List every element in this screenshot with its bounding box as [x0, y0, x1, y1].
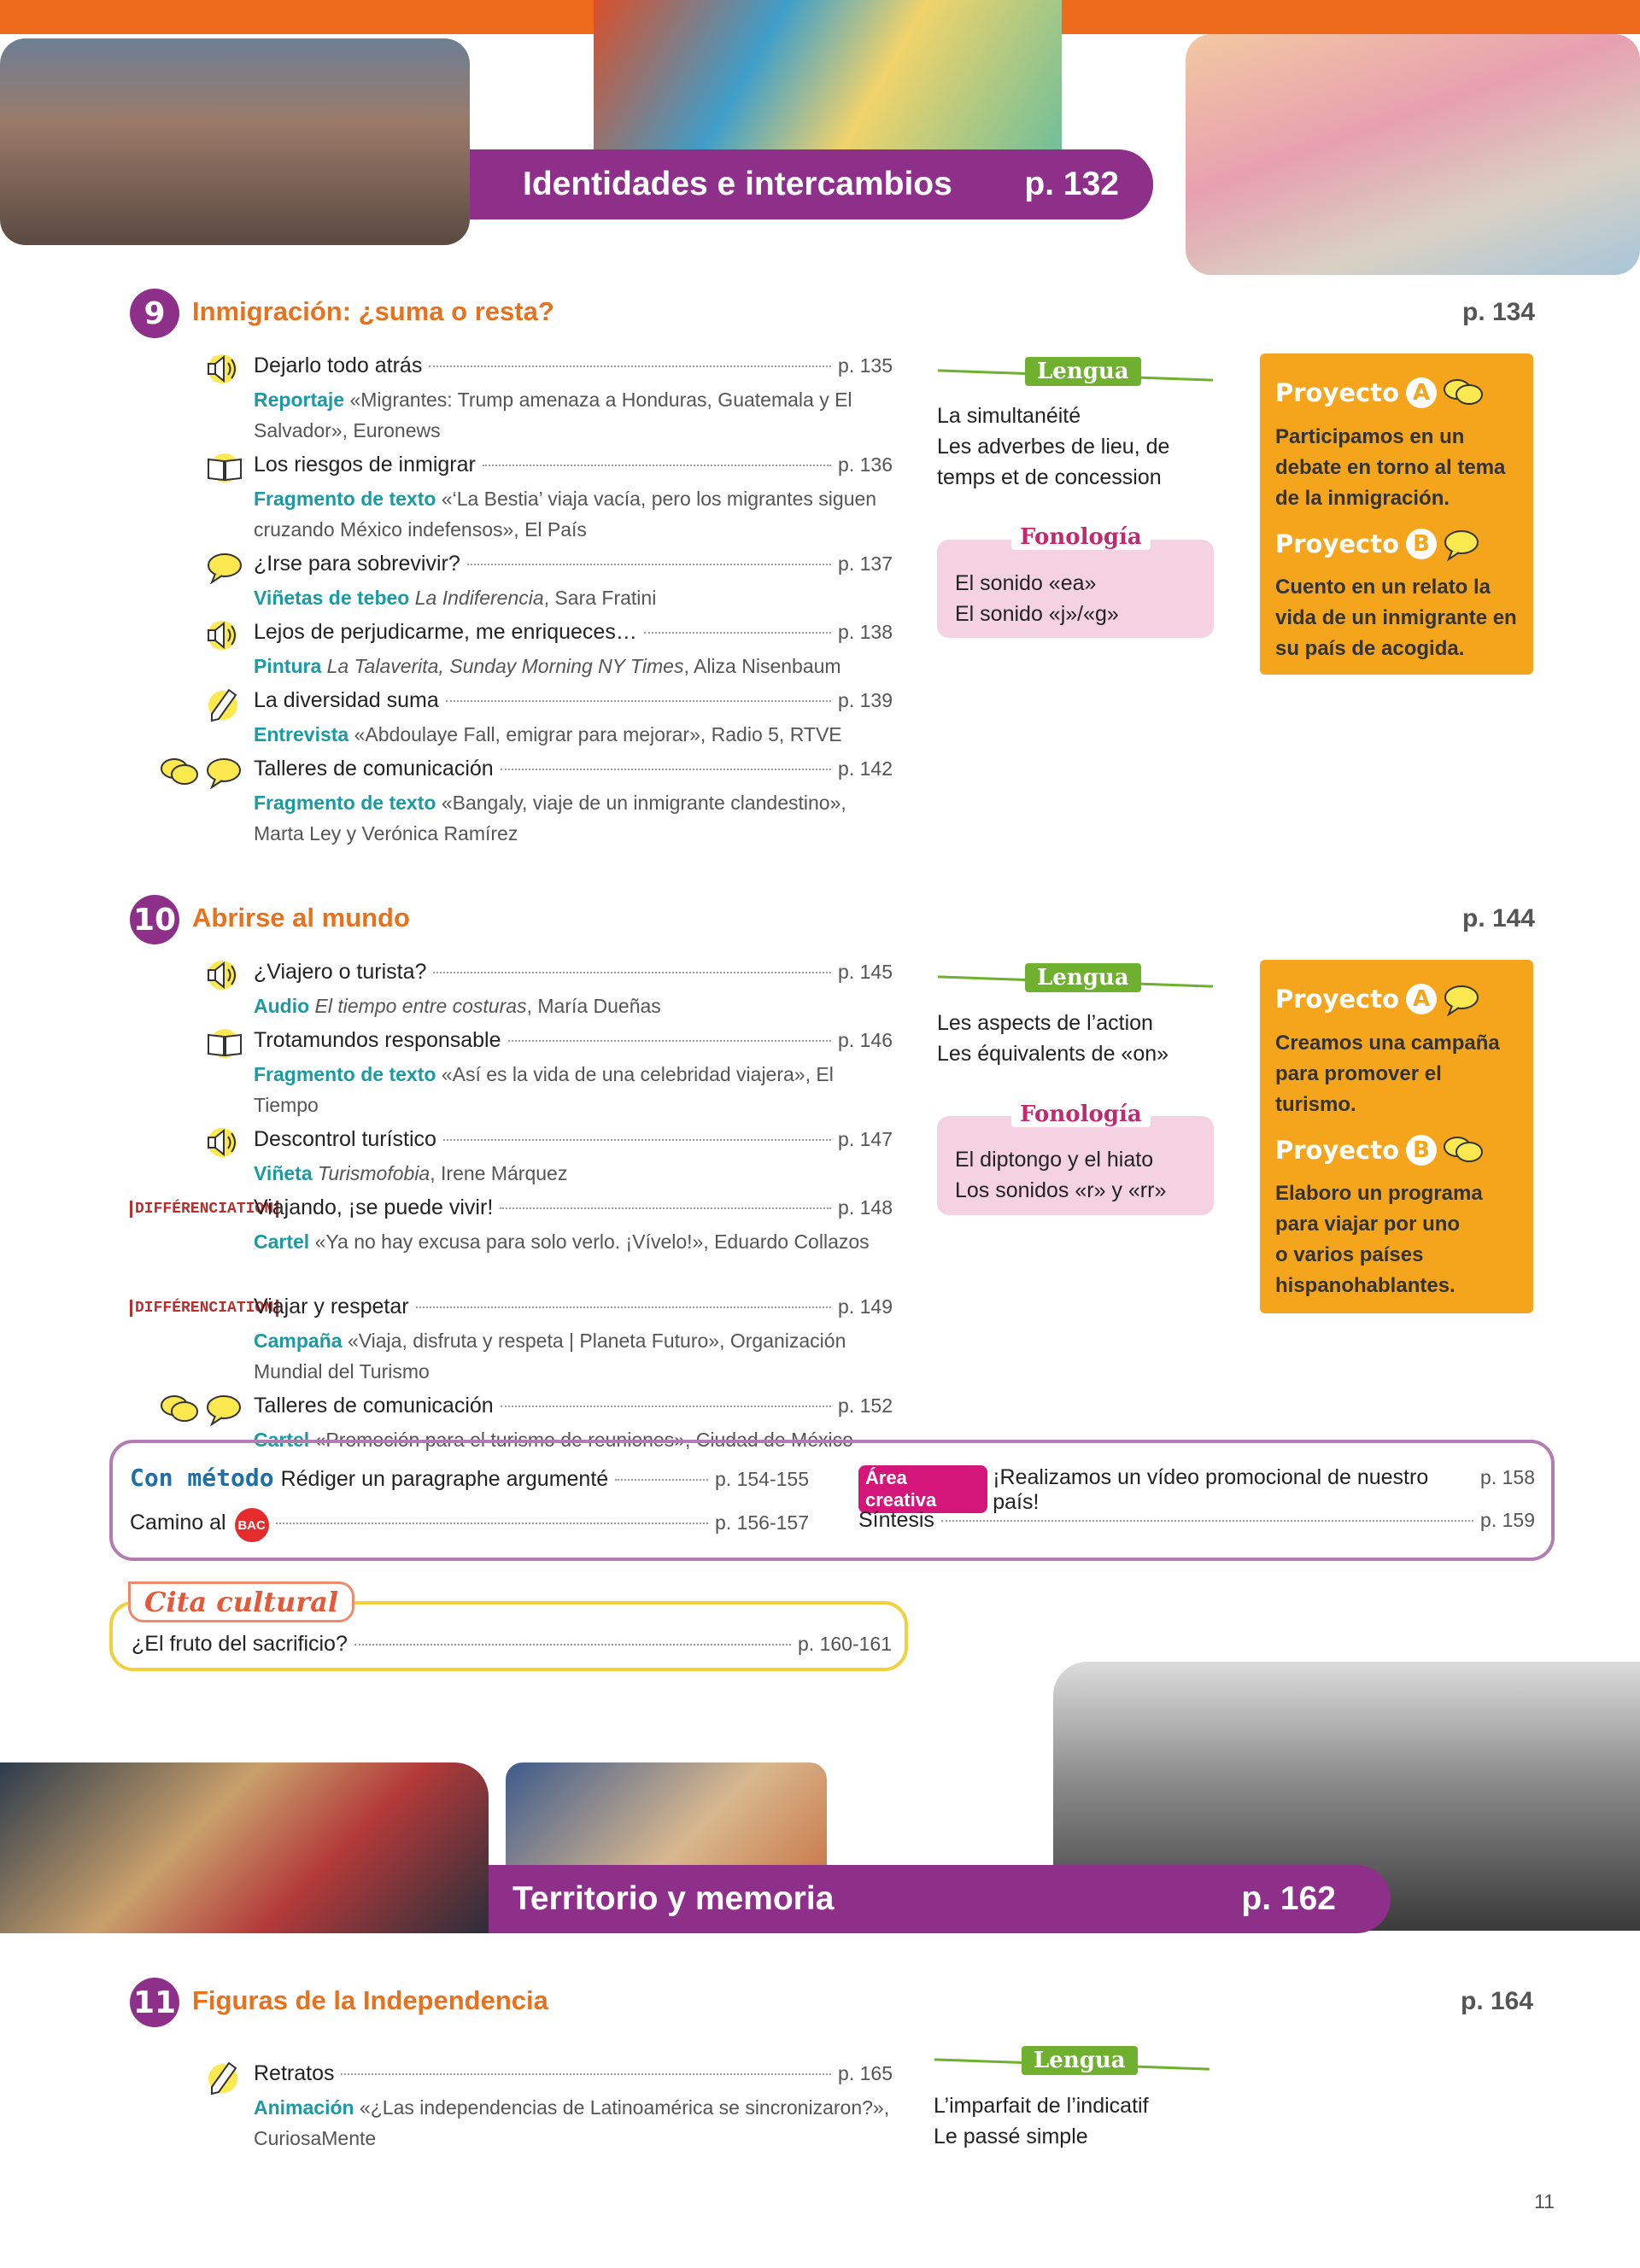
entry-kind: Entrevista [254, 723, 349, 745]
entry-source [254, 991, 893, 1021]
toc-entry[interactable] [254, 453, 893, 545]
entry-source [254, 483, 893, 545]
entry-line [254, 1028, 893, 1059]
entry-line [254, 620, 893, 651]
area-creativa-title: ¡Realizamos un vídeo promocional de nuestro país! [993, 1465, 1429, 1514]
leader-dots [941, 1520, 1473, 1522]
fono-item: El diptongo y el hiato [955, 1148, 1154, 1172]
entry-source-text: , María Dueñas [526, 995, 661, 1017]
entry-source [254, 787, 893, 849]
dialogue-icon [159, 755, 244, 789]
toc-entry[interactable] [254, 688, 893, 750]
page-number: 11 [1534, 2190, 1555, 2212]
fono-item: Los sonidos «r» y «rr» [955, 1178, 1167, 1202]
book-icon [205, 451, 244, 485]
unit-title-9[interactable]: Inmigración: ¿suma o resta? [192, 296, 554, 326]
leader-dots [483, 465, 831, 466]
toc-entry[interactable] [254, 1195, 893, 1257]
leader-dots [467, 564, 831, 565]
proyecto-line: para viajar por uno [1275, 1213, 1461, 1236]
cita-cultural-tag: Cita cultural [128, 1581, 354, 1622]
camino-row[interactable] [130, 1508, 809, 1542]
toc-entry[interactable] [254, 1295, 893, 1387]
entry-line [254, 552, 893, 582]
entry-title: Viajar y respetar [254, 1295, 409, 1318]
lengua-item: temps et de concession [937, 465, 1162, 489]
audio-icon [205, 352, 243, 386]
entry-source [254, 582, 893, 613]
entry-title: La diversidad suma [254, 688, 439, 712]
leader-dots [443, 1139, 831, 1141]
entry-page: p. 136 [838, 453, 893, 476]
unit-number-10: 10 [130, 895, 179, 944]
entry-line [254, 757, 893, 787]
soldier-painting [506, 1762, 827, 1873]
entry-page: p. 135 [838, 354, 893, 377]
entry-page: p. 165 [838, 2062, 893, 2084]
entry-title: Los riesgos de inmigrar [254, 453, 476, 476]
toc-entry[interactable] [254, 552, 893, 613]
lengua-tag-11: Lengua [1022, 2046, 1138, 2075]
entry-source-text: «Ya no hay excusa para solo verlo. ¡Vívelo!», Eduardo Collazos [314, 1230, 870, 1253]
entry-kind: Audio [254, 995, 310, 1017]
entry-line [254, 453, 893, 483]
fonologia-text-9 [955, 568, 1119, 629]
con-metodo-title: Rédiger un paragraphe argumenté [280, 1467, 609, 1491]
lengua-text-9 [937, 400, 1193, 493]
entry-source [254, 1059, 893, 1120]
toc-entry[interactable] [254, 757, 893, 849]
proyecto-line: vida de un inmigrante en [1275, 606, 1517, 629]
lengua-item: Le passé simple [934, 2125, 1088, 2148]
section-title: Identidades e intercambios [523, 166, 952, 202]
lengua-item: Les équivalents de «on» [937, 1042, 1169, 1066]
differenciation-badge: DIFFÉRENCIATION [130, 1201, 278, 1218]
differenciation-badge: DIFFÉRENCIATION [130, 1300, 278, 1317]
entry-title: Trotamundos responsable [254, 1028, 501, 1052]
entry-source [254, 1325, 893, 1387]
proyecto-letter: B [1406, 1135, 1437, 1166]
entry-work-title: La Talaverita, Sunday Morning NY Times [326, 655, 684, 677]
dialogue-icon [1442, 1133, 1485, 1167]
dialogue-icon [1442, 376, 1485, 410]
section-title: Territorio y memoria [512, 1880, 835, 1917]
proyecto-line: o varios países [1275, 1243, 1424, 1266]
entry-source-text: «‘La Bestia’ viaja vacía, pero los migrantes siguen cruzando México indefensos», El País [254, 488, 877, 541]
leader-dots [429, 365, 831, 367]
entry-line [254, 1394, 893, 1424]
entry-kind: Fragmento de texto [254, 1063, 436, 1085]
leader-dots [501, 1406, 831, 1407]
entry-kind: Animación [254, 2096, 354, 2119]
entry-page: p. 147 [838, 1128, 893, 1150]
speech-icon [1442, 982, 1481, 1016]
cita-title: ¿El fruto del sacrificio? [132, 1632, 348, 1656]
entry-kind: Campaña [254, 1330, 343, 1352]
toc-entry[interactable] [254, 354, 893, 446]
entry-line [254, 960, 893, 991]
leader-dots [501, 769, 831, 770]
entry-title: Talleres de comunicación [254, 1394, 494, 1418]
proyecto-a-header-9 [1275, 376, 1485, 410]
entry-title: Talleres de comunicación [254, 757, 494, 780]
unit-number-11: 11 [130, 1978, 179, 2027]
audio-icon [205, 1125, 243, 1160]
lengua-text-11 [934, 2090, 1224, 2152]
proyecto-label: Proyecto [1275, 529, 1400, 558]
entry-source-text: , Aliza Nisenbaum [683, 655, 841, 677]
speech-icon [205, 550, 244, 584]
entry-kind: Fragmento de texto [254, 792, 436, 814]
pencil-icon [205, 2060, 241, 2097]
toc-entry[interactable] [254, 1127, 893, 1189]
lengua-item: La simultanéité [937, 404, 1081, 428]
section-banner-territorio[interactable] [489, 1865, 1391, 1933]
proyecto-b-header-9 [1275, 527, 1481, 561]
area-creativa-badge: Área creativa [858, 1465, 987, 1513]
entry-line [254, 354, 893, 384]
unit-title-11[interactable]: Figuras de la Independencia [192, 1985, 548, 2015]
proyecto-b-text-10 [1275, 1178, 1483, 1301]
entry-line [254, 1127, 893, 1158]
entry-kind: Cartel [254, 1230, 310, 1253]
audio-icon [205, 958, 243, 992]
entry-title: ¿Viajero o turista? [254, 960, 427, 984]
unit-page-9: p. 134 [1462, 298, 1536, 326]
cita-row[interactable] [132, 1632, 892, 1657]
entry-work-title: Turismofobia [318, 1162, 430, 1184]
entry-page: p. 146 [838, 1029, 893, 1051]
con-metodo-label: Con método [130, 1464, 274, 1492]
entry-page: p. 149 [838, 1295, 893, 1318]
proyecto-b-header-10 [1275, 1133, 1485, 1167]
entry-page: p. 137 [838, 552, 893, 575]
unit-title-10[interactable]: Abrirse al mundo [192, 903, 410, 932]
entry-source-text: «Bangaly, viaje de un inmigrante clandestino», Marta Ley y Verónica Ramírez [254, 792, 846, 845]
entry-source-text: «Así es la vida de una celebridad viajera», El Tiempo [254, 1063, 834, 1116]
leader-dots [354, 1644, 791, 1645]
proyecto-line: su país de acogida. [1275, 637, 1465, 660]
lengua-text-10 [937, 1008, 1210, 1069]
fono-item: El sonido «j»/«g» [955, 602, 1119, 626]
entry-source-text: «Abdoulaye Fall, emigrar para mejorar», Radio 5, RTVE [354, 723, 842, 745]
entry-line [254, 1195, 893, 1226]
entry-page: p. 152 [838, 1394, 893, 1417]
lengua-tag-9: Lengua [1025, 357, 1141, 386]
bac-badge: BAC [235, 1508, 269, 1542]
proyecto-a-text-9 [1275, 422, 1505, 514]
fonologia-tag-10: Fonología [1011, 1102, 1151, 1127]
leader-dots [341, 2073, 831, 2075]
proyecto-b-text-9 [1275, 572, 1517, 664]
entry-source [254, 651, 893, 681]
lengua-item: Les adverbes de lieu, de [937, 435, 1170, 459]
proyecto-line: turismo. [1275, 1093, 1356, 1116]
leader-dots [446, 700, 831, 702]
entry-line [254, 1295, 893, 1325]
proyecto-a-text-10 [1275, 1028, 1500, 1120]
leader-dots [644, 632, 831, 634]
fonologia-tag-9: Fonología [1011, 524, 1151, 550]
entry-page: p. 139 [838, 689, 893, 711]
entry-source [254, 384, 893, 446]
proyecto-line: debate en torno al tema [1275, 456, 1506, 479]
sintesis-page: p. 159 [1480, 1509, 1535, 1531]
entry-kind: Viñeta [254, 1162, 313, 1184]
crowd-photo [0, 38, 470, 245]
entry-page: p. 138 [838, 621, 893, 643]
entry-kind: Fragmento de texto [254, 488, 436, 510]
proyecto-line: Creamos una campaña [1275, 1032, 1500, 1055]
entry-page: p. 145 [838, 961, 893, 983]
leader-dots [615, 1479, 708, 1481]
entry-source [254, 1158, 893, 1189]
entry-work-title: El tiempo entre costuras [314, 995, 527, 1017]
entry-source [254, 2092, 893, 2154]
cita-page: p. 160-161 [798, 1633, 892, 1655]
entry-title: Lejos de perjudicarme, me enriqueces… [254, 620, 637, 644]
mural-photo [594, 0, 1062, 154]
con-metodo-row[interactable] [130, 1464, 809, 1492]
fono-item: El sonido «ea» [955, 571, 1097, 595]
sintesis-row[interactable] [858, 1508, 1535, 1533]
con-metodo-page: p. 154-155 [715, 1468, 809, 1490]
toc-entry[interactable] [254, 960, 893, 1021]
proyecto-letter: A [1406, 984, 1437, 1014]
toc-entry[interactable] [254, 1028, 893, 1120]
lengua-item: L’imparfait de l’indicatif [934, 2094, 1149, 2118]
entry-source-text: «Viaja, disfruta y respeta | Planeta Futuro», Organización Mundial del Turismo [254, 1330, 846, 1382]
lengua-tag-10: Lengua [1025, 963, 1141, 992]
pencil-icon [205, 687, 241, 724]
entry-source-text: , Sara Fratini [543, 587, 657, 609]
leader-dots [508, 1040, 832, 1042]
proyecto-line: Cuento en un relato la [1275, 576, 1491, 599]
camino-label: Camino al [130, 1510, 226, 1534]
lengua-item: Les aspects de l’action [937, 1011, 1153, 1035]
proyecto-line: de la inmigración. [1275, 487, 1450, 510]
entry-title: Viajando, ¡se puede vivir! [254, 1195, 494, 1219]
area-creativa-page: p. 158 [1480, 1466, 1535, 1488]
proyecto-line: hispanohablantes. [1275, 1274, 1456, 1297]
toc-entry[interactable] [254, 620, 893, 681]
speech-icon [1442, 527, 1481, 561]
unit-page-10: p. 144 [1462, 904, 1536, 932]
entry-kind: Viñetas de tebeo [254, 587, 410, 609]
leader-dots [416, 1306, 831, 1308]
book-icon [205, 1026, 244, 1061]
entry-title: Retratos [254, 2061, 335, 2085]
entry-page: p. 142 [838, 757, 893, 780]
entry-line [254, 2061, 893, 2092]
entry-source [254, 1226, 893, 1257]
proyecto-a-header-10 [1275, 982, 1481, 1016]
sintesis-label: Síntesis [858, 1508, 934, 1532]
entry-title: ¿Irse para sobrevivir? [254, 552, 460, 576]
leader-dots [500, 1207, 831, 1209]
proyecto-line: para promover el [1275, 1062, 1442, 1085]
unit-page-11: p. 164 [1461, 1987, 1534, 2015]
dialogue-icon [159, 1392, 244, 1426]
entry-source-text: «Promoción para el turismo de reuniones», Ciudad de México [314, 1429, 853, 1451]
section-page: p. 162 [1241, 1880, 1336, 1917]
entry-line [254, 688, 893, 719]
entry-kind: Pintura [254, 655, 322, 677]
entry-title: Dejarlo todo atrás [254, 354, 423, 377]
camino-page: p. 156-157 [715, 1511, 809, 1534]
leader-dots [276, 1523, 708, 1524]
section-page: p. 132 [1024, 166, 1119, 202]
entry-kind: Cartel [254, 1429, 310, 1451]
unit-number-9: 9 [130, 289, 179, 338]
toc-entry[interactable] [254, 2061, 893, 2154]
proyecto-letter: A [1406, 377, 1437, 408]
entry-source-text: «¿Las independencias de Latinoamérica se sincronizaron?», CuriosaMente [254, 2096, 890, 2149]
entry-page: p. 148 [838, 1196, 893, 1219]
entry-source [254, 719, 893, 750]
proyecto-label: Proyecto [1275, 1136, 1400, 1165]
independence-painting [0, 1762, 489, 1933]
street-illustration [1186, 34, 1640, 275]
entry-source-text: «Migrantes: Trump amenaza a Honduras, Guatemala y El Salvador», Euronews [254, 389, 852, 441]
entry-kind: Reportaje [254, 389, 345, 411]
section-banner-identidades[interactable] [470, 149, 1153, 219]
fonologia-text-10 [955, 1144, 1166, 1206]
proyecto-line: Participamos en un [1275, 425, 1465, 448]
proyecto-label: Proyecto [1275, 378, 1400, 407]
proyecto-line: Elaboro un programa [1275, 1182, 1483, 1205]
entry-title: Descontrol turístico [254, 1127, 436, 1151]
proyecto-label: Proyecto [1275, 985, 1400, 1014]
entry-source-text: , Irene Márquez [430, 1162, 568, 1184]
leader-dots [433, 972, 831, 973]
entry-work-title: La Indiferencia [414, 587, 544, 609]
audio-icon [205, 618, 243, 652]
proyecto-letter: B [1406, 529, 1437, 559]
